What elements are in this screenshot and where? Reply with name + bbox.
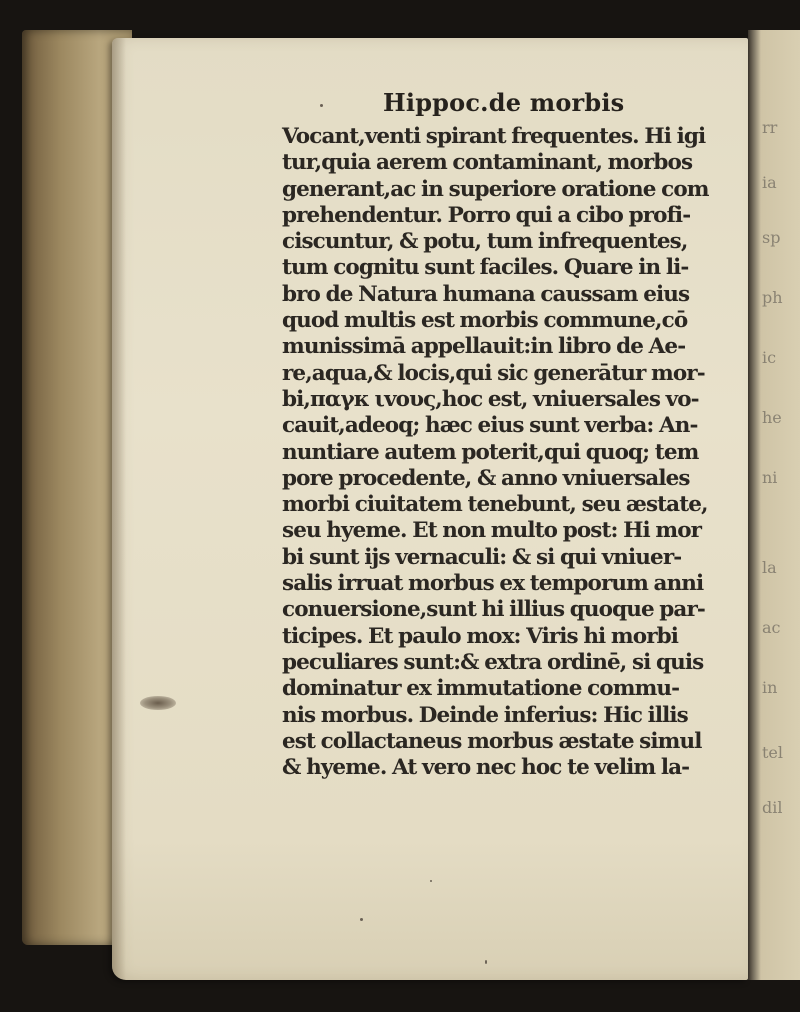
- text-line: est collactaneus morbus æstate simul: [282, 728, 702, 754]
- text-line: tur,quia aerem contaminant, morbos: [282, 150, 693, 176]
- text-line: munissimā appellauit:in libro de Ae‐: [282, 334, 686, 360]
- text-line: cauit,adeoq; hæc eius sunt verba: An‐: [282, 413, 698, 439]
- text-line: re,aqua,& locis,qui sic generātur mor‐: [282, 360, 705, 386]
- body-text: [282, 124, 712, 781]
- text-line: conuersione,sunt hi illius quoque par‐: [282, 597, 705, 623]
- facing-page-fragment: ph: [762, 288, 783, 307]
- text-line: ciscuntur, & potu, tum infrequentes,: [282, 229, 688, 255]
- facing-page-fragment: ia: [762, 173, 777, 192]
- text-line: ticipes. Et paulo mox: Viris hi morbi: [282, 623, 679, 649]
- paper-speck: [360, 918, 363, 921]
- paper-speck: [485, 960, 487, 964]
- facing-page-fragment: tel: [762, 743, 784, 762]
- text-line: bro de Natura humana caussam eius: [282, 281, 690, 307]
- text-line: pore procedente, & anno vniuersales: [282, 465, 690, 491]
- text-line: generant,ac in superiore oratione com: [282, 176, 709, 202]
- facing-page-fragment: rr: [762, 118, 778, 137]
- text-line: prehendentur. Porro qui a cibo profi‐: [282, 202, 691, 228]
- facing-page-fragment: dil: [762, 798, 783, 817]
- text-line: nuntiare autem poterit,qui quoq; tem: [282, 439, 699, 465]
- running-head: Hippoc.de morbis: [383, 88, 625, 117]
- facing-page-fragment: ni: [762, 468, 778, 487]
- facing-page-fragment: sp: [762, 228, 781, 247]
- text-line: dominatur ex immutatione commu‐: [282, 676, 680, 702]
- text-line: salis irruat morbus ex temporum anni: [282, 571, 704, 597]
- page-gutter-shadow: [112, 38, 126, 980]
- paper-speck: [320, 104, 323, 107]
- text-line: peculiares sunt:& extra ordinē, si quis: [282, 649, 704, 675]
- ink-stain: [140, 696, 176, 710]
- facing-page-fragment: in: [762, 678, 778, 697]
- text-line: seu hyeme. Et non multo post: Hi mor: [282, 518, 702, 544]
- text-line: & hyeme. At vero nec hoc te velim la‐: [282, 755, 690, 781]
- facing-page-fragment: la: [762, 558, 777, 577]
- facing-page-fragment: ic: [762, 348, 777, 367]
- text-line: tum cognitu sunt faciles. Quare in li‐: [282, 255, 689, 281]
- facing-page-fragment: he: [762, 408, 782, 427]
- paper-speck: [430, 880, 432, 882]
- text-line: quod multis est morbis commune,cō: [282, 308, 688, 334]
- text-line: nis morbus. Deinde inferius: Hic illis: [282, 702, 688, 728]
- text-line: Vocant,venti spirant frequentes. Hi igi: [282, 124, 706, 149]
- text-line: bi,παγκ ιvους,hoc est, vniuersales vo‐: [282, 386, 699, 412]
- text-line: morbi ciuitatem tenebunt, seu æstate,: [282, 492, 708, 518]
- facing-page-fragment: ac: [762, 618, 781, 637]
- text-line: bi sunt ijs vernaculi: & si qui vniuer‐: [282, 544, 682, 570]
